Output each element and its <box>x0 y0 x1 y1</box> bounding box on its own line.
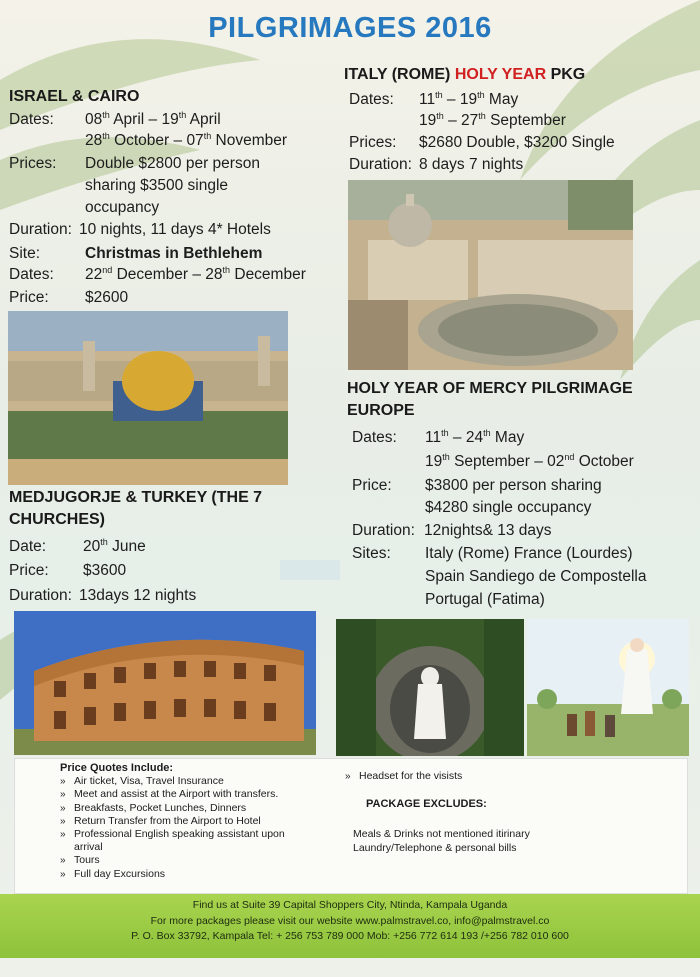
israel-price-label: Price: <box>9 289 49 306</box>
italy-date-1: 11th – 19th May <box>419 89 519 108</box>
medjugorje-heading-1: MEDJUGORJE & TURKEY (THE 7 <box>9 489 263 506</box>
footer-address: Find us at Suite 39 Capital Shoppers City, Ntinda, Kampala Uganda <box>192 899 508 911</box>
medjugorje-duration-label: Duration: <box>9 587 72 604</box>
footer-website: For more packages please visit our website www.palmstravel.co, info@palmstravel.co <box>150 914 550 927</box>
medjugorje-price: $3600 <box>83 562 127 579</box>
list-item-continued: arrival <box>74 841 103 854</box>
israel-heading: ISRAEL & CAIRO <box>9 88 140 105</box>
list-item: » Professional English speaking assistant upon <box>60 828 335 841</box>
mercy-heading-2: EUROPE <box>347 402 415 419</box>
israel-site: Christmas in Bethlehem <box>85 245 263 262</box>
vatican-photo <box>348 180 633 370</box>
medjugorje-date: 20th June <box>83 536 146 555</box>
list-item: » Air ticket, Visa, Travel Insurance <box>60 775 335 788</box>
page-title: PILGRIMAGES 2016 <box>208 12 492 44</box>
jerusalem-photo <box>8 311 288 485</box>
fatima-painting <box>527 619 689 756</box>
list-item: » Full day Excursions <box>60 868 335 881</box>
medjugorje-price-label: Price: <box>9 562 49 579</box>
list-item: » Headset for the visists <box>345 770 462 783</box>
list-item: » Tours <box>60 854 335 867</box>
mercy-heading-1: HOLY YEAR OF MERCY PILGRIMAGE <box>347 380 633 397</box>
israel-dates-label: Dates: <box>9 111 54 128</box>
mercy-sites-label: Sites: <box>352 545 391 562</box>
israel-duration-label: Duration: <box>9 221 72 238</box>
lourdes-grotto-photo <box>336 619 524 756</box>
footer-phone: P. O. Box 33792, Kampala Tel: + 256 753 789 000 Mob: +256 772 614 193 /+256 782 010 600 <box>131 930 569 942</box>
list-item: » Meet and assist at the Airport with transfers. <box>60 788 335 801</box>
includes-extra <box>345 770 462 783</box>
italy-prices: $2680 Double, $3200 Single <box>419 134 615 151</box>
italy-heading: ITALY (ROME) HOLY YEAR PKG <box>344 66 586 83</box>
israel-prices-line2: sharing $3500 single <box>85 177 229 194</box>
israel-price: $2600 <box>85 289 129 306</box>
excludes-line-1: Meals & Drinks not mentioned itirinary <box>353 828 530 840</box>
mercy-date-1: 11th – 24th May <box>425 427 525 446</box>
mercy-duration: 12nights& 13 days <box>424 522 552 539</box>
mercy-sites-2: Spain Sandiego de Compostella <box>425 568 647 585</box>
israel-prices-label: Prices: <box>9 155 57 172</box>
mercy-price-2: $4280 single occupancy <box>425 499 592 516</box>
israel-site-label: Site: <box>9 245 41 262</box>
italy-date-2: 19th – 27th September <box>419 110 566 129</box>
mercy-price-1: $3800 per person sharing <box>425 477 602 494</box>
excludes-heading: PACKAGE EXCLUDES: <box>366 798 487 810</box>
excludes-line-2: Laundry/Telephone & personal bills <box>353 842 517 854</box>
includes-heading: Price Quotes Include: <box>60 762 174 774</box>
israel-dates2-label: Dates: <box>9 266 54 283</box>
italy-duration: 8 days 7 nights <box>419 156 524 173</box>
italy-dates-label: Dates: <box>349 91 394 108</box>
mercy-sites-1: Italy (Rome) France (Lourdes) <box>425 545 633 562</box>
israel-date-1: 08th April – 19th April <box>85 109 221 128</box>
israel-prices-line1: Double $2800 per person <box>85 155 260 172</box>
italy-prices-label: Prices: <box>349 134 397 151</box>
price-includes-list <box>60 762 335 881</box>
mercy-sites-3: Portugal (Fatima) <box>425 591 545 608</box>
mercy-duration-label: Duration: <box>352 522 415 539</box>
israel-duration: 10 nights, 11 days 4* Hotels <box>79 221 271 238</box>
colosseum-photo <box>14 611 316 755</box>
list-item: » Return Transfer from the Airport to Hotel <box>60 815 335 828</box>
contact-footer <box>0 894 700 958</box>
medjugorje-duration: 13days 12 nights <box>79 587 197 604</box>
list-item: » Breakfasts, Pocket Lunches, Dinners <box>60 802 335 815</box>
medjugorje-heading-2: CHURCHES) <box>9 511 105 528</box>
israel-date-2: 28th October – 07th November <box>85 130 288 149</box>
israel-prices-line3: occupancy <box>85 199 160 216</box>
medjugorje-date-label: Date: <box>9 538 47 555</box>
israel-date-3: 22nd December – 28th December <box>85 264 306 283</box>
italy-duration-label: Duration: <box>349 156 412 173</box>
mercy-price-label: Price: <box>352 477 392 494</box>
mercy-dates-label: Dates: <box>352 429 397 446</box>
mercy-date-2: 19th September – 02nd October <box>425 451 634 470</box>
